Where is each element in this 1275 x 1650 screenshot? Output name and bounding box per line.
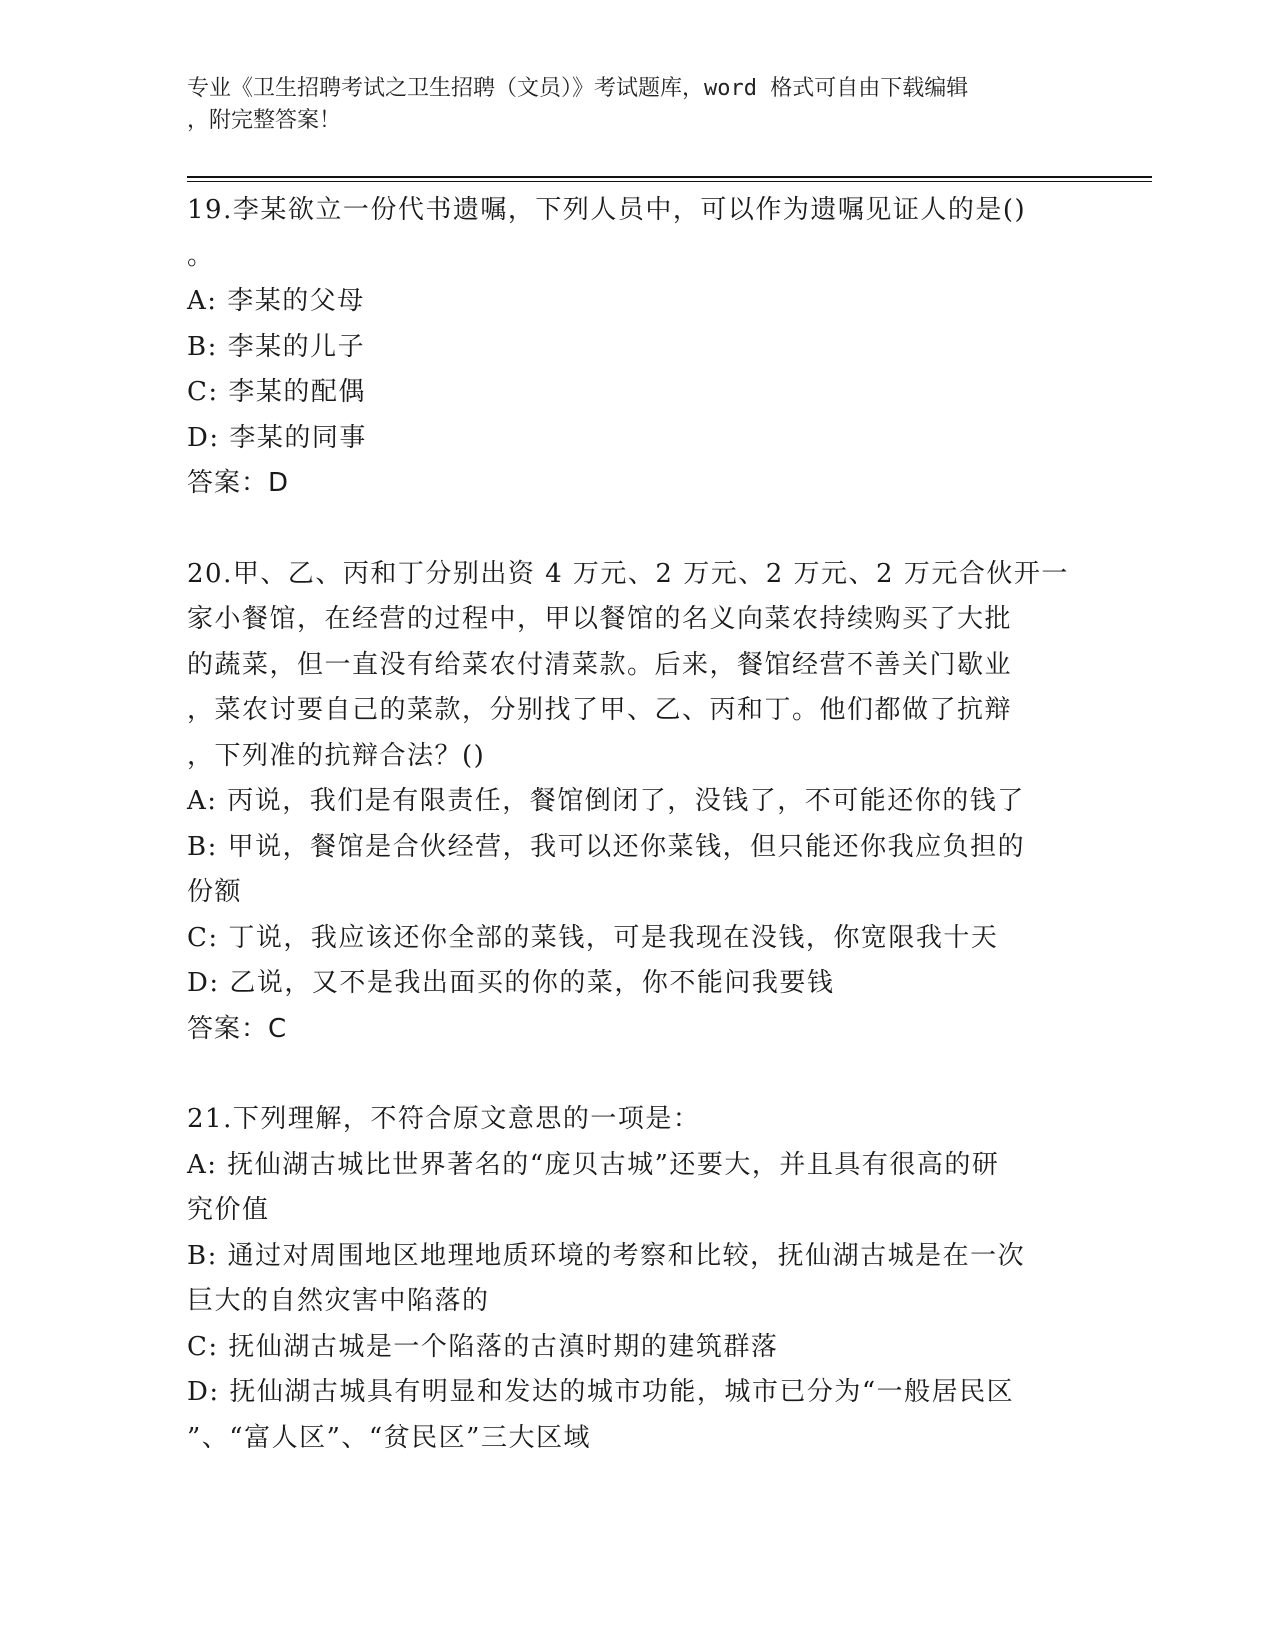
question-stem-line: 21.下列理解，不符合原文意思的一项是： [187, 1104, 701, 1134]
option-line: D: 李某的同事 [187, 422, 367, 453]
option-line: A: 李某的父母 [187, 286, 365, 316]
option-line: 究价值 [187, 1195, 270, 1225]
question-stem-line: ，菜农讨要自己的菜款，分别找了甲、乙、丙和丁。他们都做了抗辩 [187, 695, 1013, 725]
option-line: ”、“富人区”、“贫民区”三大区域 [187, 1422, 591, 1453]
option-line: C: 李某的配偶 [187, 377, 366, 407]
option-line: A: 丙说，我们是有限责任，餐馆倒闭了，没钱了，不可能还你的钱了 [187, 786, 1025, 816]
question-stem-line: ，下列准的抗辩合法？() [187, 740, 486, 771]
answer-line: 答案：C [187, 1013, 288, 1044]
header-line: ，附完整答案！ [187, 108, 342, 133]
option-line: D: 乙说，又不是我出面买的你的菜，你不能问我要钱 [187, 968, 835, 998]
option-line: B: 李某的儿子 [187, 331, 366, 362]
option-line: B: 通过对周围地区地理地质环境的考察和比较，抚仙湖古城是在一次 [187, 1240, 1026, 1271]
option-line: B: 甲说，餐馆是合伙经营，我可以还你菜钱，但只能还你我应负担的 [187, 831, 1026, 862]
header-divider [187, 181, 1152, 182]
document-header [187, 73, 1067, 137]
question-stem-line: 。 [187, 240, 215, 271]
question-stem-line: 20.甲、乙、丙和丁分别出资 4 万元、2 万元、2 万元、2 万元合伙开一 [187, 558, 1069, 589]
question-block [187, 1097, 1077, 1461]
header-divider [187, 176, 1152, 178]
question-list [187, 188, 1077, 1461]
question-stem-line: 19.李某欲立一份代书遗嘱，下列人员中，可以作为遗嘱见证人的是() [187, 195, 1027, 225]
option-line: 份额 [187, 877, 243, 907]
option-line: C: 抚仙湖古城是一个陷落的古滇时期的建筑群落 [187, 1331, 779, 1362]
question-block [187, 188, 1077, 507]
question-stem-line: 的蔬菜，但一直没有给菜农付清菜款。后来，餐馆经营不善关门歇业 [187, 649, 1013, 680]
option-line: 巨大的自然灾害中陷落的 [187, 1286, 490, 1316]
answer-line: 答案：D [187, 468, 290, 498]
question-block [187, 552, 1077, 1053]
option-line: D: 抚仙湖古城具有明显和发达的城市功能，城市已分为“一般居民区 [187, 1377, 1015, 1407]
option-line: C: 丁说，我应该还你全部的菜钱，可是我现在没钱，你宽限我十天 [187, 922, 999, 953]
header-line: 专业《卫生招聘考试之卫生招聘（文员）》考试题库，word 格式可自由下载编辑 [187, 76, 969, 101]
question-stem-line: 家小餐馆，在经营的过程中，甲以餐馆的名义向菜农持续购买了大批 [187, 604, 1013, 634]
option-line: A: 抚仙湖古城比世界著名的“庞贝古城”还要大，并且具有很高的研 [187, 1149, 1000, 1180]
